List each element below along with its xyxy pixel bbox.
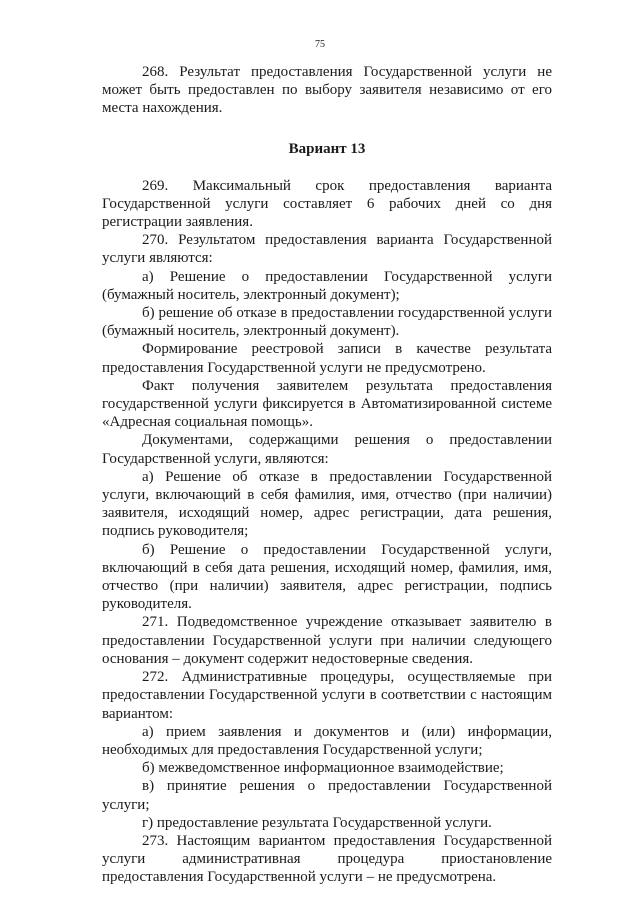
paragraph-decision-documents: Документами, содержащими решения о предоставлении Государственной услуги, являются: <box>102 432 552 467</box>
list-item-grant-decision: б) Решение о предоставлении Государственной услуги, включающий в себя дата решения, исходящий номер, фамилия, имя, отчество (при наличии) заявителя, адрес регистрации, подпись руководителя. <box>102 541 552 613</box>
paragraph-273: 273. Настоящим вариантом предоставления Государственной услуги административная процедура приостановление предоставления Государственной услуги – не предусмотрена. <box>102 832 552 886</box>
list-item-272b: б) межведомственное информационное взаимодействие; <box>142 760 504 777</box>
list-item-272a: а) прием заявления и документов и (или) информации, необходимых для предоставления Государственной услуги; <box>102 723 552 758</box>
section-heading: Вариант 13 <box>288 140 366 157</box>
list-item-270a: а) Решение о предоставлении Государственной услуги (бумажный носитель, электронный документ); <box>102 268 552 303</box>
paragraph-270: 270. Результатом предоставления варианта Государственной услуги являются: <box>102 232 552 267</box>
paragraph-271: 271. Подведомственное учреждение отказывает заявителю в предоставлении Государственной услуги при наличии следующего основания – документ содержит недостоверные сведения. <box>102 614 552 667</box>
list-item-270b: б) решение об отказе в предоставлении государственной услуги (бумажный носитель, электронный документ). <box>102 305 552 340</box>
document-body <box>102 63 552 887</box>
list-item-272c: в) принятие решения о предоставлении Государственной услуги; <box>102 778 552 813</box>
list-item-refusal-decision: а) Решение об отказе в предоставлении Государственной услуги, включающий в себя фамилия, имя, отчество (при наличии) заявителя, исходящий номер, адрес регистрации, дата решения, подпись руководителя; <box>102 468 552 540</box>
list-item-272d: г) предоставление результата Государственной услуги. <box>142 814 492 831</box>
paragraph-272: 272. Административные процедуры, осуществляемые при предоставлении Государственной услуги в соответствии с настоящим вариантом: <box>102 669 552 722</box>
paragraph-269: 269. Максимальный срок предоставления варианта Государственной услуги составляет 6 рабочих дней со дня регистрации заявления. <box>102 177 552 231</box>
paragraph-268: 268. Результат предоставления Государственной услуги не может быть предоставлен по выбору заявителя независимо от его места нахождения. <box>102 64 552 117</box>
paragraph-result-fact: Факт получения заявителем результата предоставления государственной услуги фиксируется в Автоматизированной системе «Адресная социальная помощь». <box>102 377 552 431</box>
paragraph-registry-record: Формирование реестровой записи в качестве результата предоставления Государственной услуги не предусмотрено. <box>102 341 552 376</box>
page-number: 75 <box>315 39 325 50</box>
